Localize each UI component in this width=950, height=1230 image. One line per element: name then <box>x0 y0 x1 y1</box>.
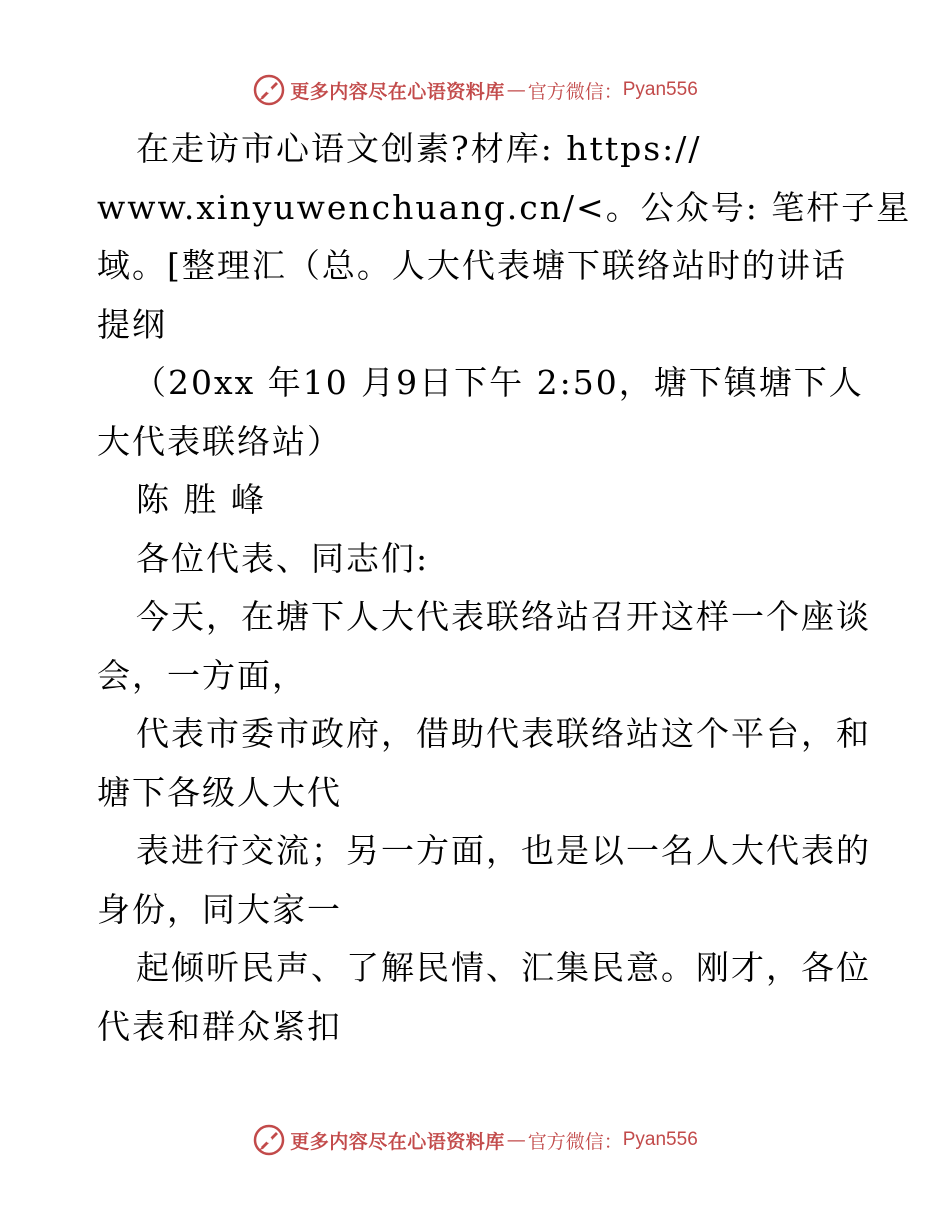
quill-seal-icon <box>252 73 286 107</box>
body-line: 域。[整理汇（总。人大代表塘下联络站时的讲话 <box>97 246 847 285</box>
footer-watermark <box>0 1120 950 1160</box>
author-name: 陈 胜 峰 <box>136 480 266 519</box>
body-line: 起倾听民声、了解民情、汇集民意。刚才，各位 <box>136 948 871 987</box>
body-line: 表进行交流；另一方面，也是以一名人大代表的 <box>136 831 871 870</box>
watermark-wechat-id: Pyan556 <box>622 79 698 100</box>
watermark-site-text: 更多内容尽在心语资料库 <box>290 1130 505 1153</box>
watermark-wechat-label: 官方微信： <box>527 80 623 103</box>
watermark-separator: — <box>506 79 526 101</box>
body-line: （20xx 年10 月9日下午 2:50，塘下镇塘下人 <box>133 363 864 402</box>
header-watermark <box>0 70 950 110</box>
watermark-separator: — <box>506 1129 526 1151</box>
body-line: 提纲 <box>97 304 167 344</box>
salutation: 各位代表、同志们: <box>136 538 430 578</box>
watermark-site-text: 更多内容尽在心语资料库 <box>290 80 505 103</box>
body-line: 身份，同大家一 <box>97 889 342 929</box>
body-line: 大代表联络站） <box>97 421 342 461</box>
body-line: 代表市委市政府，借助代表联络站这个平台，和 <box>136 714 871 753</box>
watermark-wechat-id: Pyan556 <box>622 1129 698 1150</box>
body-line: www.xinyuwenchuang.cn/<。公众号: 笔杆子星 <box>97 187 912 227</box>
body-line: 代表和群众紧扣 <box>97 1006 342 1046</box>
body-line: 会，一方面， <box>97 655 307 695</box>
watermark-wechat-label: 官方微信： <box>527 1130 623 1153</box>
document-body <box>97 120 912 1056</box>
quill-seal-icon <box>252 1123 286 1157</box>
body-line: 塘下各级人大代 <box>97 772 342 812</box>
body-line: 今天，在塘下人大代表联络站召开这样一个座谈 <box>136 597 871 636</box>
body-line: 在走访市心语文创素?材库: https:// <box>136 129 702 168</box>
